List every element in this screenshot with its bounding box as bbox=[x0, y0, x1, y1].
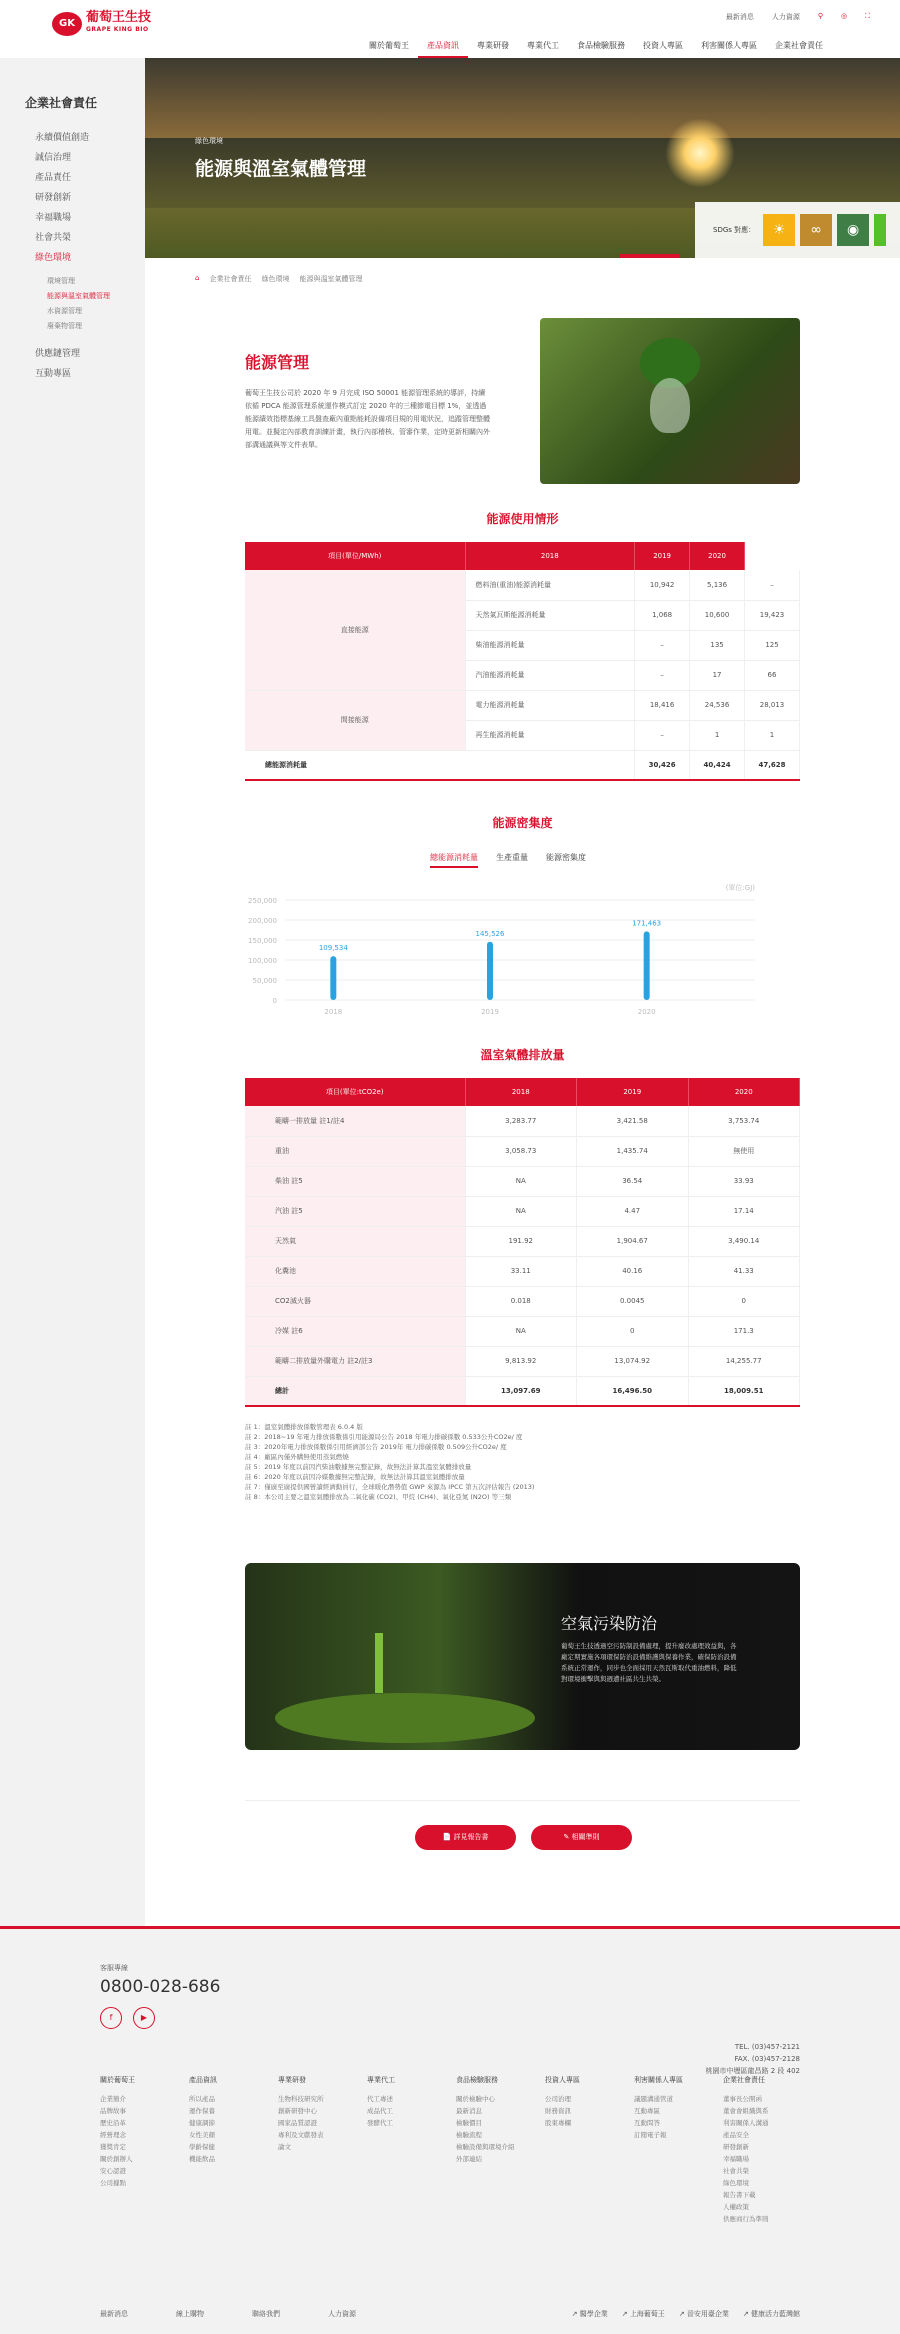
footnote: 註 5：2019 年度以前因汽柴油數據無完整記錄，故無法計算其溫室氣體排放量 bbox=[245, 1463, 472, 1471]
footer-column bbox=[456, 2075, 545, 2225]
total-label: 總能源消耗量 bbox=[245, 750, 635, 780]
footer-link[interactable]: 外部連結 bbox=[456, 2155, 482, 2163]
footer-column-heading[interactable]: 產品資訊 bbox=[189, 2076, 217, 2084]
footer-link[interactable]: 人權政策 bbox=[723, 2203, 749, 2211]
footer-link[interactable]: 專利及文獻發表 bbox=[278, 2131, 324, 2139]
sidebar-subitem[interactable]: 水資源管理 bbox=[47, 307, 82, 315]
cell: 16,496.50 bbox=[577, 1376, 689, 1406]
footer-link[interactable]: 利害關係人溝通 bbox=[723, 2119, 769, 2127]
cell: 無使用 bbox=[688, 1136, 800, 1166]
search-icon[interactable]: ⚲ bbox=[817, 12, 823, 20]
cell: 1,904.67 bbox=[577, 1226, 689, 1256]
footer-link[interactable]: 安心認證 bbox=[100, 2167, 126, 2175]
cell: 10,942 bbox=[635, 570, 690, 600]
footer-column-heading[interactable]: 投資人專區 bbox=[545, 2076, 580, 2084]
action-buttons bbox=[415, 1825, 632, 1850]
fax: FAX. (03)457-2128 bbox=[734, 2055, 800, 2063]
logo[interactable] bbox=[52, 12, 151, 36]
footer-link[interactable]: 獲獎肯定 bbox=[100, 2143, 126, 2151]
sidebar-subitem[interactable]: 廢棄物管理 bbox=[47, 322, 82, 330]
ghg-title: 溫室氣體排放量 bbox=[480, 1048, 565, 1062]
external-link[interactable]: ↗ 醫學企業 bbox=[571, 2310, 608, 2318]
energy-bar-chart bbox=[245, 880, 800, 1020]
cell: 1 bbox=[690, 720, 745, 750]
group-label: 間接能源 bbox=[245, 690, 465, 750]
footer-link[interactable]: 健康調節 bbox=[189, 2119, 215, 2127]
breadcrumb bbox=[195, 274, 362, 284]
chart-unit-label: (單位:GJ) bbox=[725, 884, 755, 892]
row-label: CO2滅火器 bbox=[245, 1286, 465, 1316]
footer-column bbox=[545, 2075, 634, 2225]
footnote: 註 6：2020 年度以前因冷媒數據無完整記錄，故無法計算其溫室氣體排放量 bbox=[245, 1473, 465, 1481]
cell: 4.47 bbox=[577, 1196, 689, 1226]
footer-link[interactable]: 企業簡介 bbox=[100, 2095, 126, 2103]
contact-info bbox=[706, 2041, 801, 2077]
table-header: 2019 bbox=[577, 1078, 689, 1106]
nav-rd[interactable]: 專業研發 bbox=[477, 41, 509, 50]
air-pollution-card bbox=[245, 1563, 800, 1750]
footnote: 註 7：僅廣至廣提供國營讀經濟動員行，全球暖化潛勢值 GWP 來源為 IPCC 第五次評估報告 (2013) bbox=[245, 1483, 535, 1491]
sdg-13-icon: ◉ bbox=[837, 214, 869, 246]
cell: 9,813.92 bbox=[465, 1346, 577, 1376]
address: 桃園市中壢區龍昌路 2 段 402 bbox=[705, 2067, 800, 2075]
table-row bbox=[245, 1346, 800, 1376]
table-row bbox=[245, 1136, 800, 1166]
footer-link[interactable]: 幸福職場 bbox=[723, 2155, 749, 2163]
bulb-shape bbox=[650, 378, 690, 433]
cell: 191.92 bbox=[465, 1226, 577, 1256]
footer-column bbox=[189, 2075, 278, 2225]
hotline-number[interactable]: 0800-028-686 bbox=[100, 1977, 221, 1997]
y-tick-label: 250,000 bbox=[248, 897, 277, 905]
footer-column bbox=[723, 2075, 812, 2225]
footer-link[interactable]: 董事長公開函 bbox=[723, 2095, 762, 2103]
cell: 14,255.77 bbox=[688, 1346, 800, 1376]
footer-link[interactable]: 生物科技研究所 bbox=[278, 2095, 324, 2103]
footer-link[interactable]: 議題溝通管道 bbox=[634, 2095, 673, 2103]
footer-link[interactable]: 女性美顏 bbox=[189, 2131, 215, 2139]
sidebar-item[interactable]: 永續價值創造 bbox=[35, 133, 90, 143]
footer-column-heading[interactable]: 關於葡萄王 bbox=[100, 2076, 135, 2084]
sidebar bbox=[0, 58, 145, 1926]
footer-link[interactable]: 發酵代工 bbox=[367, 2119, 393, 2127]
sdg-15-icon bbox=[874, 214, 886, 246]
nav-testing[interactable]: 食品檢驗服務 bbox=[577, 41, 625, 50]
footnote: 註 2：2018~19 年電力排放係數係引用能源局公告 2018 年電力排碳係數 0.533公升CO2e/ 度 bbox=[245, 1433, 523, 1441]
footer-column bbox=[278, 2075, 367, 2225]
row-label: 範疇二排放量外購電力 註2/註3 bbox=[245, 1346, 465, 1376]
footer-external-links bbox=[572, 2309, 800, 2319]
sprout-shape bbox=[375, 1633, 383, 1693]
footer-link[interactable]: 人力資源 bbox=[328, 2310, 356, 2318]
footer-link[interactable]: 財務資訊 bbox=[545, 2107, 571, 2115]
breadcrumb-item[interactable]: 綠色環境 bbox=[261, 275, 290, 283]
sdgs-label: SDGs 對應： bbox=[713, 226, 756, 234]
sidebar-item[interactable]: 研發創新 bbox=[35, 193, 72, 203]
table-header: 項目(單位/MWh) bbox=[245, 542, 465, 570]
row-label: 汽油能源消耗量 bbox=[465, 660, 635, 690]
footer-column-heading[interactable]: 利害關係人專區 bbox=[634, 2076, 683, 2084]
footer-link[interactable]: 產品安全 bbox=[723, 2131, 749, 2139]
y-tick-label: 50,000 bbox=[252, 977, 277, 985]
footer-link[interactable]: 學齡保健 bbox=[189, 2143, 215, 2151]
table-header-row bbox=[245, 1078, 800, 1106]
footer-link[interactable]: 聯絡我們 bbox=[252, 2310, 280, 2318]
footer-link[interactable]: 最新消息 bbox=[456, 2107, 482, 2115]
x-tick-label: 2018 bbox=[324, 1008, 343, 1016]
sidebar-item[interactable]: 供應鏈管理 bbox=[35, 349, 81, 359]
energy-use-table bbox=[245, 542, 800, 781]
hotline-label: 客服專線 bbox=[100, 1964, 128, 1972]
footer-link[interactable]: 機能飲品 bbox=[189, 2155, 215, 2163]
table-header: 項目(單位:tCO2e) bbox=[245, 1078, 465, 1106]
nav-investors[interactable]: 投資人專區 bbox=[643, 41, 683, 50]
banner-progress bbox=[620, 254, 680, 258]
footer-link[interactable]: 關於創辦人 bbox=[100, 2155, 133, 2163]
table-header-row bbox=[245, 542, 800, 570]
cell: – bbox=[745, 570, 800, 600]
footnote: 註 3：2020年電力排放係數係引用經濟部公告 2019年 電力排碳係數 0.509公升CO2e/ 度 bbox=[245, 1443, 507, 1451]
row-label: 冷媒 註6 bbox=[245, 1316, 465, 1346]
moss-shape bbox=[275, 1693, 535, 1743]
row-label: 柴油 註5 bbox=[245, 1166, 465, 1196]
report-button[interactable]: 📄 詳見報告書 bbox=[415, 1825, 516, 1850]
cell: 0.018 bbox=[465, 1286, 577, 1316]
divider bbox=[245, 1800, 800, 1801]
footer-link[interactable]: 互動問答 bbox=[634, 2119, 660, 2127]
cell: 40.16 bbox=[577, 1256, 689, 1286]
footer-column bbox=[367, 2075, 456, 2225]
cell: 0 bbox=[688, 1286, 800, 1316]
cell: 3,490.14 bbox=[688, 1226, 800, 1256]
footnotes bbox=[245, 1422, 534, 1502]
footer-link[interactable]: 股東專欄 bbox=[545, 2119, 571, 2127]
tab-production[interactable]: 生產重量 bbox=[496, 853, 528, 862]
external-link[interactable]: ↗ 上海葡萄王 bbox=[621, 2310, 665, 2318]
footer-link[interactable]: 研發創新 bbox=[723, 2143, 749, 2151]
nav-oem[interactable]: 專業代工 bbox=[527, 41, 559, 50]
cell: 47,628 bbox=[745, 750, 800, 780]
x-tick-label: 2019 bbox=[481, 1008, 499, 1016]
cell: 171.3 bbox=[688, 1316, 800, 1346]
cell: 40,424 bbox=[690, 750, 745, 780]
footer-link[interactable]: 公司據點 bbox=[100, 2179, 126, 2187]
row-label: 化糞池 bbox=[245, 1256, 465, 1286]
sidebar-subitem-active[interactable]: 能源與溫室氣體管理 bbox=[47, 292, 110, 300]
table-row bbox=[245, 1256, 800, 1286]
table-header: 2019 bbox=[635, 542, 690, 570]
table-row bbox=[245, 1226, 800, 1256]
footer-link[interactable]: 線上購物 bbox=[176, 2310, 204, 2318]
page-title: 能源與溫室氣體管理 bbox=[195, 158, 367, 180]
data-label: 145,526 bbox=[475, 929, 505, 938]
y-tick-label: 200,000 bbox=[248, 917, 277, 925]
intro-section bbox=[245, 350, 490, 452]
footer-link[interactable]: 最新消息 bbox=[100, 2310, 128, 2318]
tree-bulb-photo bbox=[540, 318, 800, 484]
data-label: 171,463 bbox=[632, 919, 662, 928]
hero-banner bbox=[145, 58, 900, 258]
footer-column bbox=[100, 2075, 189, 2225]
footer-column-heading[interactable]: 食品檢驗服務 bbox=[456, 2076, 498, 2084]
footer-link[interactable]: 歷史沿革 bbox=[100, 2119, 126, 2127]
cell: 3,421.58 bbox=[577, 1106, 689, 1136]
sdgs-panel bbox=[695, 202, 900, 258]
row-label: 天然氣 bbox=[245, 1226, 465, 1256]
breadcrumb-current: 能源與溫室氣體管理 bbox=[299, 275, 363, 283]
footnote: 註 8：本公司主要之溫室氣體排放為二氧化碳 (CO2)、甲烷 (CH4)、氧化亞氮 (N2O) 等三類 bbox=[245, 1493, 512, 1501]
energy-use-title: 能源使用情形 bbox=[486, 512, 559, 526]
cell: 10,600 bbox=[690, 600, 745, 630]
main-nav bbox=[360, 40, 832, 58]
cell: 18,416 bbox=[635, 690, 690, 720]
footer-link[interactable]: 綠色環境 bbox=[723, 2179, 749, 2187]
table-row bbox=[245, 570, 800, 600]
cell: 33.93 bbox=[688, 1166, 800, 1196]
nav-about[interactable]: 關於葡萄王 bbox=[369, 41, 409, 50]
cell: – bbox=[635, 630, 690, 660]
intro-title: 能源管理 bbox=[245, 353, 310, 372]
globe-icon[interactable]: ◎ bbox=[840, 12, 848, 20]
sdg-12-icon: ∞ bbox=[800, 214, 832, 246]
footer-link[interactable]: 創新研發中心 bbox=[278, 2107, 317, 2115]
youtube-icon[interactable]: ▶ bbox=[133, 2007, 155, 2029]
footer-link[interactable]: 檢驗流程 bbox=[456, 2131, 482, 2139]
air-text: 葡萄王生技透過空污防制設備處理，提升廢改處理效益與，各廠定期實施各項環保防治設備維護與保養作業，確保防治設備系統正常運作，同步也全面採用天然瓦斯取代重油燃料，降低對環境衝擊與與週遭社區共生共榮。 bbox=[561, 1642, 737, 1683]
total-label: 總計 bbox=[245, 1376, 465, 1406]
home-icon[interactable]: ⌂ bbox=[195, 274, 200, 282]
table-row bbox=[245, 1166, 800, 1196]
util-news[interactable]: 最新消息 bbox=[725, 13, 754, 21]
sidebar-item[interactable]: 誠信治理 bbox=[35, 153, 72, 163]
footer bbox=[0, 1926, 900, 2334]
table-total-row bbox=[245, 1376, 800, 1406]
cell: 3,283.77 bbox=[465, 1106, 577, 1136]
sidebar-item[interactable]: 產品責任 bbox=[35, 173, 72, 183]
footer-link[interactable]: 經營理念 bbox=[100, 2131, 126, 2139]
facebook-icon[interactable]: f bbox=[100, 2007, 122, 2029]
sidebar-submenu bbox=[35, 270, 110, 336]
footer-link[interactable]: 檢驗設備與環境介紹 bbox=[456, 2143, 515, 2151]
external-link[interactable]: ↗ 晉安用臺企業 bbox=[678, 2310, 729, 2318]
cell: 36.54 bbox=[577, 1166, 689, 1196]
guidelines-button[interactable]: ✎ 相關準則 bbox=[531, 1825, 632, 1850]
nav-csr[interactable]: 企業社會責任 bbox=[775, 41, 823, 50]
footer-column-heading[interactable]: 專業代工 bbox=[367, 2076, 395, 2084]
table-header: 2018 bbox=[465, 1078, 577, 1106]
footer-link[interactable]: 國家品質認證 bbox=[278, 2119, 317, 2127]
footer-link[interactable]: 檢驗價目 bbox=[456, 2119, 482, 2127]
cell: 0 bbox=[577, 1316, 689, 1346]
cell: 3,753.74 bbox=[688, 1106, 800, 1136]
footer-column bbox=[634, 2075, 723, 2225]
x-tick-label: 2020 bbox=[637, 1008, 656, 1016]
table-row bbox=[245, 1196, 800, 1226]
cell: 135 bbox=[690, 630, 745, 660]
cell: 19,423 bbox=[745, 600, 800, 630]
cell: 1,435.74 bbox=[577, 1136, 689, 1166]
cell: NA bbox=[465, 1166, 577, 1196]
breadcrumb-item[interactable]: 企業社會責任 bbox=[209, 275, 252, 283]
row-label: 重油 bbox=[245, 1136, 465, 1166]
footer-column-heading[interactable]: 專業研發 bbox=[278, 2076, 306, 2084]
footer-columns bbox=[100, 2075, 812, 2225]
sdg-7-icon: ☀ bbox=[763, 214, 795, 246]
cell: – bbox=[635, 720, 690, 750]
fullscreen-icon[interactable]: ⛶ bbox=[865, 12, 870, 20]
cell: 1,068 bbox=[635, 600, 690, 630]
y-tick-label: 0 bbox=[272, 997, 277, 1005]
air-title: 空氣污染防治 bbox=[561, 1614, 658, 1633]
ghg-table bbox=[245, 1078, 800, 1407]
row-label: 範疇一排放量 註1/註4 bbox=[245, 1106, 465, 1136]
table-row bbox=[245, 1106, 800, 1136]
cell: 18,009.51 bbox=[688, 1376, 800, 1406]
bar bbox=[487, 942, 493, 1000]
logo-badge: GK bbox=[52, 12, 82, 36]
density-tabs bbox=[430, 852, 586, 868]
table-header: 2020 bbox=[690, 542, 745, 570]
cell: 0.0045 bbox=[577, 1286, 689, 1316]
cell: 30,426 bbox=[635, 750, 690, 780]
cell: 66 bbox=[745, 660, 800, 690]
sidebar-item-active[interactable]: 綠色環境 bbox=[35, 253, 72, 263]
footer-link[interactable]: 品牌故事 bbox=[100, 2107, 126, 2115]
footer-link[interactable]: 訂閱電子報 bbox=[634, 2131, 667, 2139]
cell: 41.33 bbox=[688, 1256, 800, 1286]
banner-category: 綠色環境 bbox=[195, 137, 223, 145]
row-label: 天然氣瓦斯能源消耗量 bbox=[465, 600, 635, 630]
table-row bbox=[245, 690, 800, 720]
intro-text: 葡萄王生技公司於 2020 年 9 月完成 ISO 50001 能源管理系統的導評，持續依循 PDCA 能源管理系統運作模式訂定 2020 年的三種節電目標 1%，並透過能源績效指標基線工具盤查廠內重點能耗設備項目規的用電狀況，追蹤管理整體用電。並擬定內部教育訓練計畫，執行內部稽核、管審作業，定時更新相關內外部溝通議與等文件表單。 bbox=[245, 389, 490, 449]
footnote: 註 1：溫室氣體排放係數管理表 6.0.4 版 bbox=[245, 1423, 363, 1431]
cell: 33.11 bbox=[465, 1256, 577, 1286]
table-header: 2018 bbox=[465, 542, 635, 570]
row-label: 柴油能源消耗量 bbox=[465, 630, 635, 660]
cell: NA bbox=[465, 1196, 577, 1226]
banner-sun bbox=[665, 118, 735, 188]
table-header: 2020 bbox=[688, 1078, 800, 1106]
energy-density-title: 能源密集度 bbox=[492, 816, 553, 830]
footer-link[interactable]: 報告書下載 bbox=[723, 2191, 756, 2199]
footer-link[interactable]: 代工專述 bbox=[367, 2095, 393, 2103]
footer-link[interactable]: 所以產品 bbox=[189, 2095, 215, 2103]
bar bbox=[644, 931, 650, 1000]
cell: 17.14 bbox=[688, 1196, 800, 1226]
footer-link[interactable]: 運作保養 bbox=[189, 2107, 215, 2115]
sidebar-item[interactable]: 社會共榮 bbox=[35, 233, 72, 243]
table-row bbox=[245, 1286, 800, 1316]
cell: 1 bbox=[745, 720, 800, 750]
footnote: 註 4：廠區內僅外購無使用蒸氣燃燒 bbox=[245, 1453, 349, 1461]
cell: 28,013 bbox=[745, 690, 800, 720]
footer-link[interactable]: 社會共榮 bbox=[723, 2167, 749, 2175]
external-link[interactable]: ↗ 健康活力藍灣館 bbox=[742, 2310, 800, 2318]
nav-stakeholders[interactable]: 利害關係人專區 bbox=[701, 41, 757, 50]
nav-products[interactable]: 產品資訊 bbox=[418, 40, 468, 58]
row-label: 電力能源消耗量 bbox=[465, 690, 635, 720]
logo-text: 葡萄王生技 GRAPE KING BIO bbox=[86, 10, 152, 33]
sidebar-list bbox=[35, 130, 110, 386]
data-label: 109,534 bbox=[318, 944, 348, 953]
y-tick-label: 100,000 bbox=[248, 957, 277, 965]
footer-link[interactable]: 董會會組織與系 bbox=[723, 2107, 769, 2115]
footer-column-heading[interactable]: 企業社會責任 bbox=[723, 2076, 765, 2084]
sidebar-item[interactable]: 幸福職場 bbox=[35, 213, 72, 223]
row-label: 燃料油(重油)能源消耗量 bbox=[465, 570, 635, 600]
footer-link[interactable]: 互動專區 bbox=[634, 2107, 660, 2115]
cell: – bbox=[635, 660, 690, 690]
row-label: 再生能源消耗量 bbox=[465, 720, 635, 750]
table-total-row bbox=[245, 750, 800, 780]
cell: 3,058.73 bbox=[465, 1136, 577, 1166]
cell: 5,136 bbox=[690, 570, 745, 600]
sidebar-subitem[interactable]: 環境管理 bbox=[47, 277, 75, 285]
cell: 13,074.92 bbox=[577, 1346, 689, 1376]
footer-bottom-links bbox=[100, 2309, 356, 2319]
utility-links bbox=[726, 12, 870, 22]
util-hr[interactable]: 人力資源 bbox=[771, 13, 800, 21]
y-tick-label: 150,000 bbox=[248, 937, 277, 945]
footer-link[interactable]: 成品代工 bbox=[367, 2107, 393, 2115]
cell: 13,097.69 bbox=[465, 1376, 577, 1406]
sidebar-item[interactable]: 互動專區 bbox=[35, 369, 72, 379]
cell: 125 bbox=[745, 630, 800, 660]
group-label: 直接能源 bbox=[245, 570, 465, 690]
table-row bbox=[245, 1316, 800, 1346]
footer-link[interactable]: 供應商行為準則 bbox=[723, 2215, 769, 2223]
footer-link[interactable]: 公司治理 bbox=[545, 2095, 571, 2103]
top-header bbox=[0, 0, 900, 58]
tel: TEL. (03)457-2121 bbox=[734, 2043, 800, 2051]
row-label: 汽油 註5 bbox=[245, 1196, 465, 1226]
sidebar-title: 企業社會責任 bbox=[25, 96, 98, 110]
tab-intensity[interactable]: 能源密集度 bbox=[546, 853, 586, 862]
tab-total-energy[interactable]: 總能源消耗量 bbox=[430, 852, 478, 868]
footer-link[interactable]: 關於檢驗中心 bbox=[456, 2095, 495, 2103]
cell: 24,536 bbox=[690, 690, 745, 720]
cell: NA bbox=[465, 1316, 577, 1346]
cell: 17 bbox=[690, 660, 745, 690]
footer-link[interactable]: 論文 bbox=[278, 2143, 291, 2151]
bar bbox=[330, 956, 336, 1000]
